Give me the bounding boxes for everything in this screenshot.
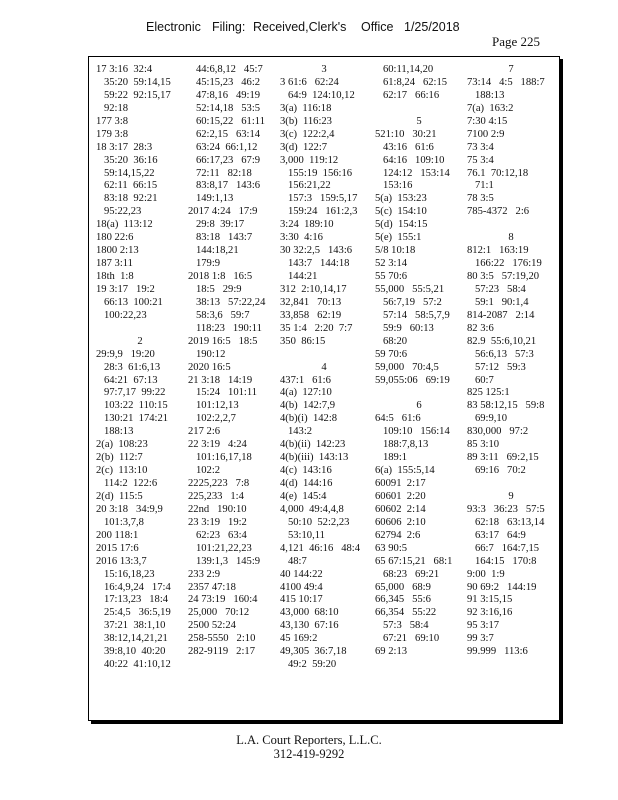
footer-phone: 312-419-9292 [273,747,345,761]
index-entry: 32,841 70:13 [280,296,342,308]
index-entry: 62:2,15 63:14 [188,128,261,140]
index-entry: 59 70:6 [375,348,408,360]
index-entry: 2(c) 113:10 [96,465,148,477]
index-entry: 62:23 63:4 [188,529,247,541]
index-entry: 188:7,8,13 [375,439,429,451]
index-entry [375,103,463,116]
index-entry: 156:21,22 [280,180,331,192]
index-entry: 521:10 30:21 [375,128,437,140]
index-entry: 187 3:11 [96,258,133,270]
index-entry: 830,000 97:2 [467,426,529,438]
index-entry: 37:21 38:1,10 [96,620,166,632]
index-entry: 18 3:17 28:3 [96,141,153,153]
index-entry: 92 3:16,16 [467,607,513,619]
index-entry: 4(d) 144:16 [280,478,333,489]
index-entry: 109:10 156:14 [375,426,450,438]
index-entry: 189:1 [375,452,408,464]
index-entry: 20 3:18 34:9,9 [96,503,163,515]
index-entry: 64:21 67:13 [96,374,158,386]
index-entry: 130:21 174:21 [96,413,169,425]
index-entry [96,323,184,336]
index-entry: 190:12 [188,348,226,360]
index-entry: 17:13,23 18:4 [96,594,169,606]
header-filing: Filing: [212,20,246,34]
index-entry: 65 67:15,21 68:1 [375,555,453,567]
index-entry: 52:14,18 53:5 [188,102,261,114]
index-entry: 15:24 101:11 [188,387,258,399]
index-entry: 2(a) 108:23 [96,439,148,451]
header-electronic: Electronic [146,20,201,34]
index-entry: 24 73:19 160:4 [188,594,258,606]
index-entry: 80 3:5 57:19,20 [467,271,540,282]
index-entry: 29:9,9 19:20 [96,348,155,360]
index-entry: 4(a) 127:10 [280,387,332,399]
index-entry: 155:19 156:16 [280,167,353,179]
index-entry: 55,000 55:5,21 [375,283,445,295]
index-entry: 43,000 68:10 [280,607,339,619]
index-entry: 23 3:19 19:2 [188,516,247,528]
index-entry: 53:10,11 [280,529,325,541]
index-entry: 188:13 [467,89,505,101]
index-entry: 68:23 69:21 [375,568,440,580]
index-entry: 814-2087 2:14 [467,309,535,321]
index-entry: 49:2 59:20 [280,659,337,671]
index-entry: 102:2 [188,465,221,477]
index-entry: 825 125:1 [467,387,510,399]
index-entry [375,387,463,400]
index-section-heading: 5 [416,115,422,127]
index-entry: 2020 16:5 [188,361,231,373]
index-entry: 5(a) 153:23 [375,193,427,205]
index-entry: 102:2,2,7 [188,413,236,425]
index-entry: 76.1 70:12,18 [467,167,529,179]
index-entry: 177 3:8 [96,115,129,127]
index-entry: 52 3:14 [375,258,408,270]
index-column-3 [280,64,368,672]
index-entry: 118:23 190:11 [188,322,262,334]
index-entry: 30 32:2,5 143:6 [280,245,353,257]
index-entry: 143:7 144:18 [280,258,350,270]
index-entry: 2016 13:3,7 [96,555,147,567]
index-entry: 18:5 29:9 [188,283,242,295]
index-entry: 4(b)(i) 142:8 [280,413,338,425]
index-entry: 22nd 190:10 [188,503,247,515]
index-entry: 60606 2:10 [375,516,426,528]
index-entry: 64:9 124:10,12 [280,89,355,101]
index-entry: 258-5550 2:10 [188,633,256,645]
index-entry: 83:18 143:7 [188,232,253,244]
index-entry: 38:13 57:22,24 [188,296,266,308]
index-section-heading: 6 [416,400,422,412]
index-entry: 5/8 10:18 [375,245,416,257]
index-entry [467,478,555,491]
index-entry: 59:14,15,22 [96,167,155,179]
index-entry: 2(d) 115:5 [96,490,143,502]
index-column-5 [467,64,555,659]
index-entry [280,349,368,362]
index-entry: 785-4372 2:6 [467,206,530,218]
index-section-heading: 8 [508,232,514,244]
index-entry: 60601 2:20 [375,490,426,502]
index-entry: 75 3:4 [467,154,494,166]
index-entry: 43,130 67:16 [280,620,339,632]
index-entry: 16:4,9,24 17:4 [96,581,171,593]
index-entry: 4(b)(ii) 142:23 [280,439,346,451]
index-entry: 217 2:6 [188,426,221,438]
index-entry: 63:17 64:9 [467,529,526,541]
index-entry: 43:16 61:6 [375,141,434,153]
index-entry: 49,305 36:7,18 [280,646,347,658]
index-entry: 103:22 110:15 [96,400,168,412]
index-entry: 144:21 [280,271,318,282]
header-date: 1/25/2018 [404,20,460,34]
index-entry: 153:16 [375,180,413,192]
index-entry: 114:2 122:6 [96,478,158,489]
index-entry: 73 3:4 [467,141,494,153]
index-entry: 101:12,13 [188,400,239,412]
page-number: Page 225 [492,34,541,49]
index-entry: 22 3:19 4:24 [188,439,247,451]
index-entry: 62:17 66:16 [375,89,440,101]
index-entry: 61:8,24 62:15 [375,76,448,88]
index-entry: 5(e) 155:1 [375,232,422,244]
index-entry: 6(a) 155:5,14 [375,465,435,477]
index-entry: 3,000 119:12 [280,154,339,166]
index-entry: 157:3 159:5,17 [280,193,358,205]
index-entry: 143:2 [280,426,313,438]
index-entry: 57:3 58:4 [375,620,429,632]
index-column-4 [375,64,463,659]
index-entry: 40 144:22 [280,568,323,580]
index-entry: 3(d) 122:7 [280,141,328,153]
index-entry: 59:22 92:15,17 [96,89,171,101]
index-entry: 82 3:6 [467,322,494,334]
index-section-heading: 4 [321,361,327,373]
index-entry: 159:24 161:2,3 [280,206,358,218]
header-received: Received,Clerk's [253,20,347,34]
index-entry: 60091 2:17 [375,478,426,489]
index-entry: 179:9 [188,258,221,270]
index-entry: 4(c) 143:16 [280,465,332,477]
index-entry: 92:18 [96,102,129,114]
index-entry: 73:14 4:5 188:7 [467,76,545,88]
index-entry: 64:5 61:6 [375,413,421,425]
index-entry: 4100 49:4 [280,581,323,593]
index-entry: 101:16,17,18 [188,452,252,464]
index-entry: 2357 47:18 [188,581,236,593]
index-entry: 66:13 100:21 [96,296,163,308]
index-entry: 101:3,7,8 [96,516,144,528]
index-entry: 83 58:12,15 59:8 [467,400,545,412]
index-entry: 2017 4:24 17:9 [188,206,258,218]
index-entry: 437:1 61:6 [280,374,331,386]
index-entry: 95 3:17 [467,620,500,632]
index-entry: 3(c) 122:2,4 [280,128,335,140]
index-entry: 124:12 153:14 [375,167,450,179]
index-entry: 312 2:10,14,17 [280,283,347,295]
index-entry: 166:22 176:19 [467,258,542,270]
index-entry: 83:8,17 143:6 [188,180,261,192]
index-entry: 3 61:6 62:24 [280,76,339,88]
index-entry: 225,233 1:4 [188,490,244,502]
index-entry: 57:23 58:4 [467,283,526,295]
index-entry: 25:4,5 36:5,19 [96,607,171,619]
index-entry: 60:15,22 61:11 [188,115,266,127]
index-entry: 7(a) 163:2 [467,102,514,114]
index-entry: 7100 2:9 [467,128,505,140]
index-entry: 2225,223 7:8 [188,478,250,489]
index-entry: 29:8 39:17 [188,219,245,231]
index-entry: 90 69:2 144:19 [467,581,537,593]
index-entry: 101:21,22,23 [188,542,252,554]
index-entry: 82.9 55:6,10,21 [467,335,537,347]
index-entry: 4,000 49:4,4,8 [280,503,344,515]
index-entry: 47:8,16 49:19 [188,89,261,101]
index-entry: 3(a) 116:18 [280,102,332,114]
index-entry: 2018 1:8 16:5 [188,271,253,282]
index-section-heading: 2 [137,335,143,347]
index-entry: 200 118:1 [96,529,139,541]
index-entry: 97:7,17 99:22 [96,387,166,399]
index-entry: 2500 52:24 [188,620,236,632]
index-entry: 180 22:6 [96,232,134,244]
index-box [88,56,560,721]
index-entry: 282-9119 2:17 [188,646,255,658]
index-entry: 60:11,14,20 [375,64,434,75]
index-entry: 62794 2:6 [375,529,421,541]
index-entry: 99 3:7 [467,633,494,645]
index-entry: 57:12 59:3 [467,361,526,373]
index-entry: 55 70:6 [375,271,408,282]
index-entry: 71:1 [467,180,494,192]
index-entry: 4(b) 142:7,9 [280,400,336,412]
index-entry: 68:20 [375,335,408,347]
index-column-1 [96,64,184,672]
header-office: Office [361,20,394,34]
index-entry: 85 3:10 [467,439,500,451]
index-section-heading: 9 [508,490,514,502]
index-entry: 9:00 1:9 [467,568,505,580]
index-entry: 78 3:5 [467,193,494,205]
index-entry: 33,858 62:19 [280,309,342,321]
index-entry: 812:1 163:19 [467,245,529,257]
index-entry: 100:22,23 [96,309,147,321]
index-entry: 35:20 36:16 [96,154,158,166]
index-entry: 95:22,23 [96,206,142,218]
index-entry: 149:1,13 [188,193,234,205]
index-entry: 39:8,10 40:20 [96,646,166,658]
index-entry: 5(c) 154:10 [375,206,427,218]
index-entry: 179 3:8 [96,128,129,140]
index-entry: 2019 16:5 18:5 [188,335,258,347]
index-section-heading: 3 [321,64,327,75]
index-entry: 3:30 4:16 [280,232,323,244]
index-entry: 17 3:16 32:4 [96,64,153,75]
index-entry: 164:15 170:8 [467,555,537,567]
index-entry: 4(b)(iii) 143:13 [280,452,349,464]
index-entry: 62:18 63:13,14 [467,516,545,528]
index-entry: 144:18,21 [188,245,239,257]
index-entry: 7:30 4:15 [467,115,508,127]
index-entry: 21 3:18 14:19 [188,374,253,386]
index-entry: 93:3 36:23 57:5 [467,503,545,515]
index-entry: 63:24 66:1,12 [188,141,258,153]
index-entry: 48:7 [280,555,307,567]
index-entry: 139:1,3 145:9 [188,555,261,567]
index-entry: 89 3:11 69:2,15 [467,452,539,464]
index-entry: 28:3 61:6,13 [96,361,161,373]
index-entry: 83:18 92:21 [96,193,158,205]
index-entry: 2(b) 112:7 [96,452,143,464]
index-entry: 63 90:5 [375,542,408,554]
index-entry: 4(e) 145:4 [280,490,327,502]
index-entry: 66,354 55:22 [375,607,437,619]
index-entry: 62:11 66:15 [96,180,158,192]
index-entry: 66:17,23 67:9 [188,154,261,166]
index-entry: 35:20 59:14,15 [96,76,171,88]
index-section-heading: 7 [508,64,514,75]
index-entry: 69:9,10 [467,413,508,425]
index-entry: 66,345 55:6 [375,594,431,606]
index-entry: 188:13 [96,426,134,438]
index-entry: 60602 2:14 [375,503,426,515]
index-entry: 3:24 189:10 [280,219,334,231]
footer-company: L.A. Court Reporters, L.L.C. [236,733,382,747]
index-entry: 45 169:2 [280,633,318,645]
index-entry: 5(d) 154:15 [375,219,428,231]
index-entry: 69:16 70:2 [467,465,526,477]
index-entry: 18th 1:8 [96,271,134,282]
index-entry: 56:7,19 57:2 [375,296,442,308]
index-entry: 58:3,6 59:7 [188,309,250,321]
index-entry: 4,121 46:16 48:4 [280,542,361,554]
index-entry: 57:14 58:5,7,9 [375,309,450,321]
index-entry: 59:1 90:1,4 [467,296,529,308]
index-entry [467,219,555,232]
index-entry: 66:7 164:7,15 [467,542,540,554]
index-entry: 350 86:15 [280,335,326,347]
index-entry: 15:16,18,23 [96,568,155,580]
index-entry: 25,000 70:12 [188,607,250,619]
index-entry: 59,000 70:4,5 [375,361,439,373]
index-entry: 64:16 109:10 [375,154,445,166]
index-entry: 59:9 60:13 [375,322,434,334]
index-entry: 45:15,23 46:2 [188,76,261,88]
index-entry: 65,000 68:9 [375,581,431,593]
index-column-2 [188,64,276,659]
index-entry: 415 10:17 [280,594,323,606]
index-entry: 44:6,8,12 45:7 [188,64,263,75]
index-entry: 91 3:15,15 [467,594,513,606]
index-entry: 40:22 41:10,12 [96,659,171,671]
index-entry: 3(b) 116:23 [280,115,332,127]
index-entry: 233 2:9 [188,568,221,580]
index-entry: 50:10 52:2,23 [280,516,350,528]
index-entry: 19 3:17 19:2 [96,283,155,295]
index-entry: 72:11 82:18 [188,167,252,179]
index-entry: 38:12,14,21,21 [96,633,168,645]
index-entry: 67:21 69:10 [375,633,440,645]
index-entry: 1800 2:13 [96,245,139,257]
index-entry: 99.999 113:6 [467,646,528,658]
index-entry: 69 2:13 [375,646,408,658]
index-entry: 18(a) 113:12 [96,219,153,231]
index-entry: 59,055:06 69:19 [375,374,450,386]
index-entry: 56:6,13 57:3 [467,348,534,360]
index-entry: 60:7 [467,374,494,386]
index-entry: 2015 17:6 [96,542,139,554]
index-entry: 35 1:4 2:20 7:7 [280,322,353,334]
